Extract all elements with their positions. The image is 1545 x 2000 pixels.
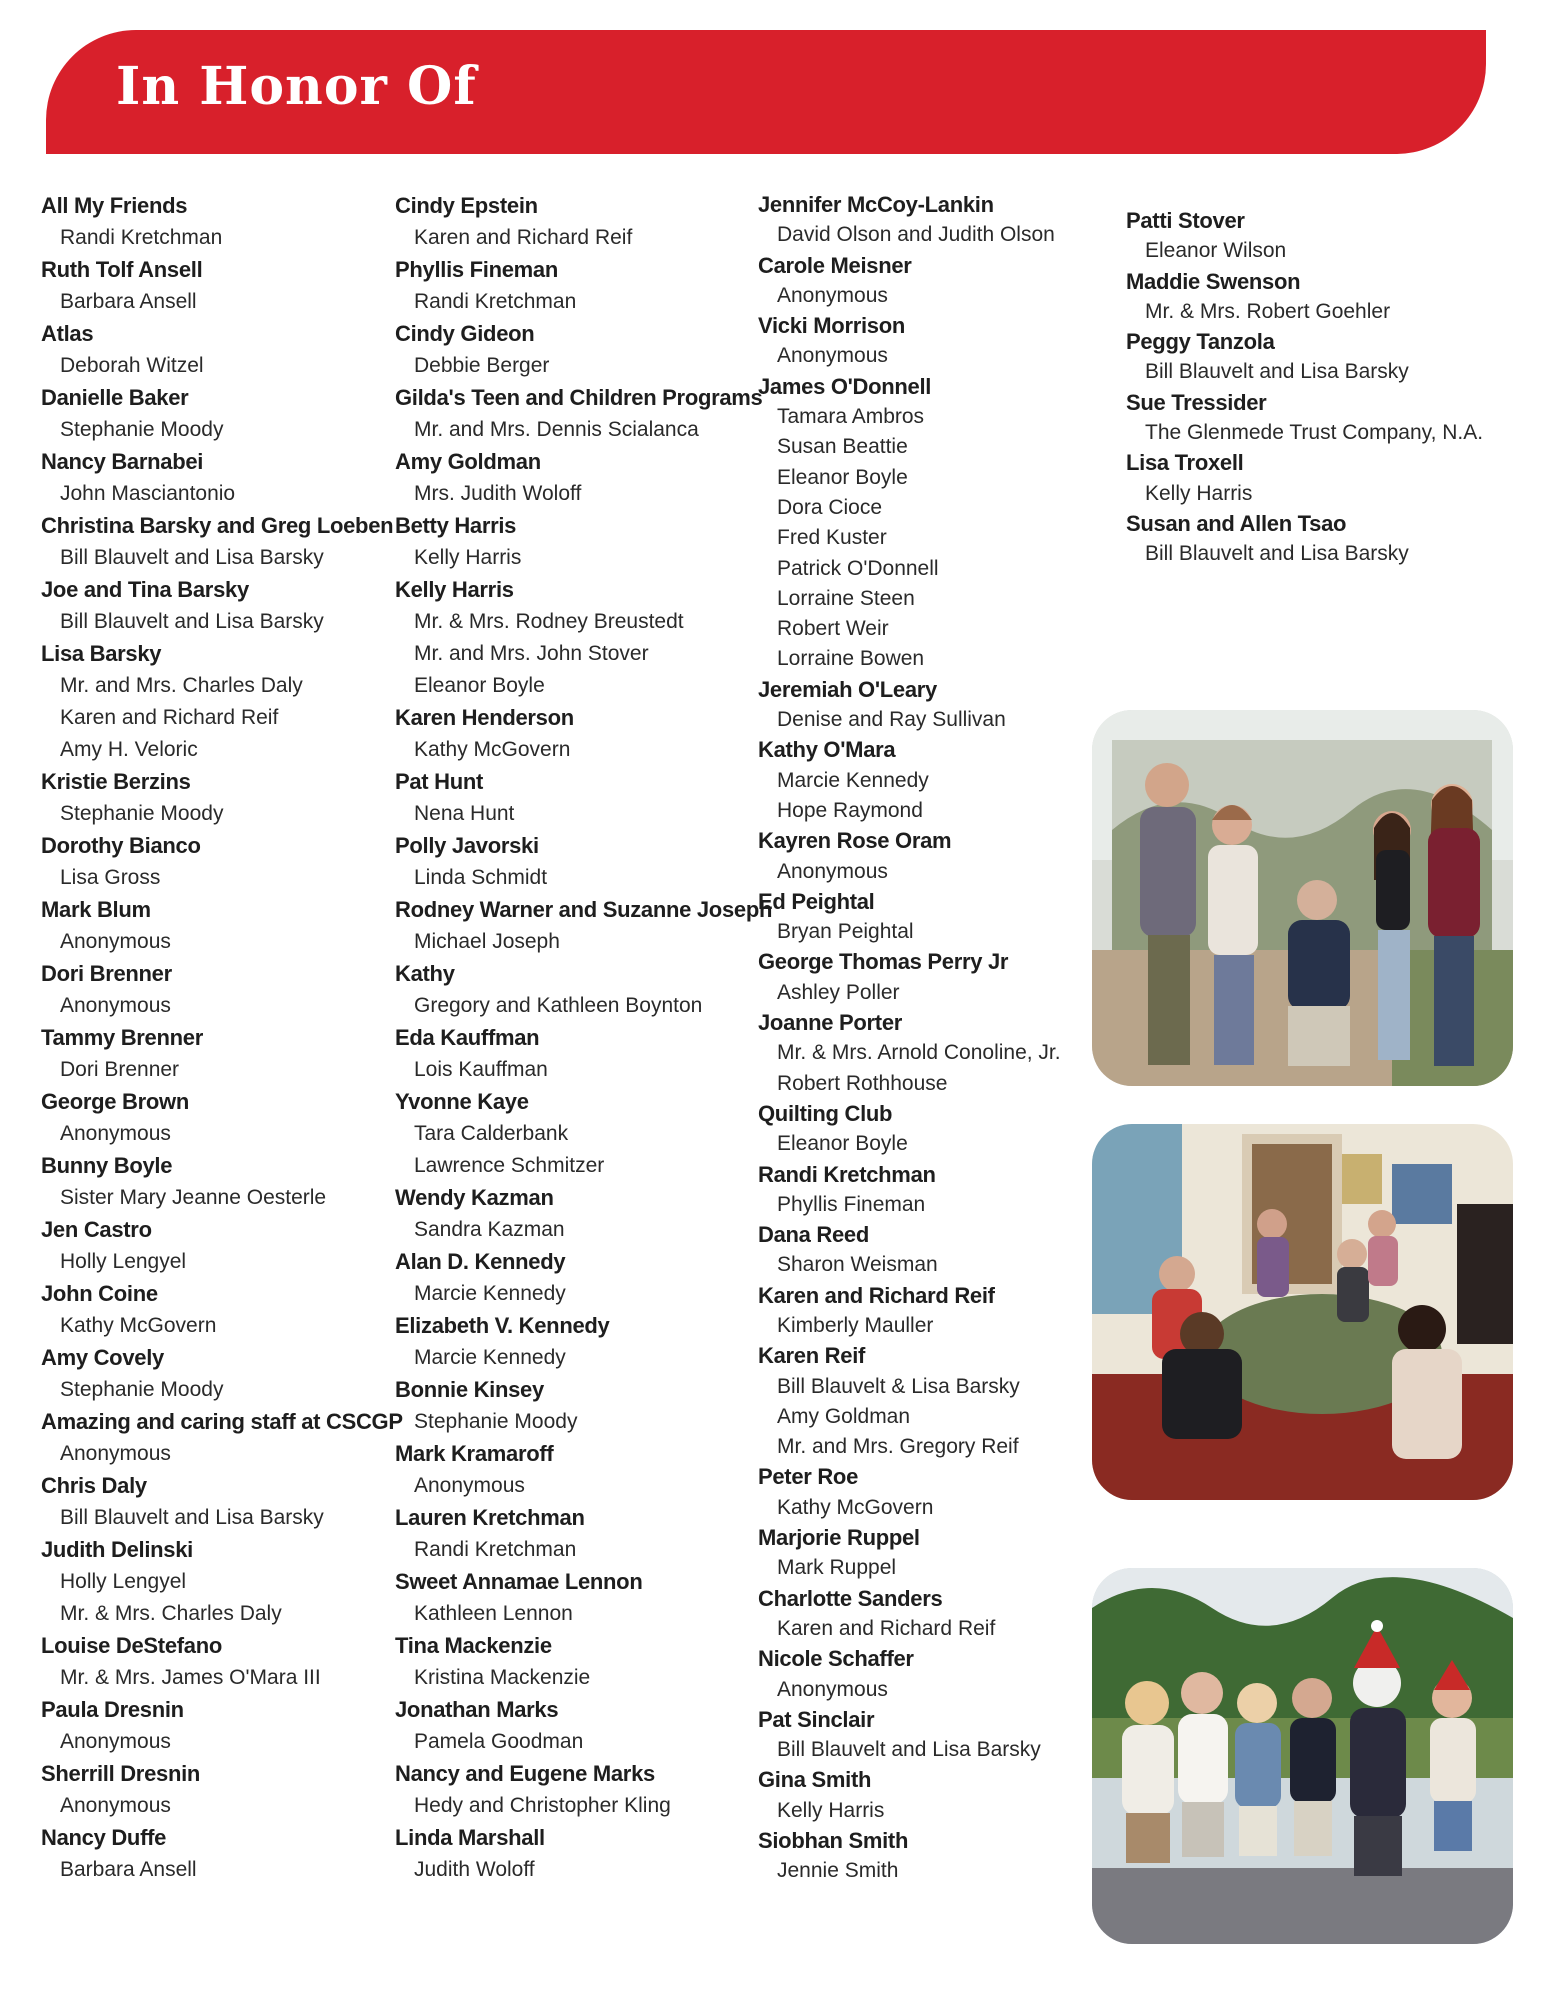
honoree-name: Lisa Barsky <box>41 641 162 666</box>
donor-name: Anonymous <box>777 283 888 307</box>
donor-name: Bill Blauvelt and Lisa Barsky <box>60 610 324 633</box>
honor-entry-christina-barsky-and-greg-loeben <box>41 510 394 574</box>
honor-entry-wendy-kazman <box>395 1182 740 1246</box>
honoree-name: Vicki Morrison <box>758 313 905 339</box>
honor-entry-elizabeth-v-kennedy <box>395 1310 740 1374</box>
honoree-name: Quilting Club <box>758 1100 893 1126</box>
donor-name: Bryan Peightal <box>777 920 914 944</box>
honoree-name: Maddie Swenson <box>1126 268 1301 294</box>
honoree-name: Joanne Porter <box>758 1010 903 1036</box>
honor-entry-polly-javorski <box>395 830 740 894</box>
honoree-name: Kristie Berzins <box>41 769 191 794</box>
donor-name: Amy H. Veloric <box>60 738 198 761</box>
honoree-name: Lisa Troxell <box>1126 450 1244 476</box>
honor-entry-mark-kramaroff <box>395 1438 740 1502</box>
honor-entry-tammy-brenner <box>41 1022 386 1086</box>
honor-entry-james-o-donnell <box>758 372 1098 675</box>
honoree-name: Jonathan Marks <box>395 1697 559 1722</box>
donor-name: Denise and Ray Sullivan <box>777 708 1006 732</box>
honoree-name: Nancy and Eugene Marks <box>395 1761 655 1786</box>
donor-name: Holly Lengyel <box>60 1250 187 1273</box>
honor-entry-john-coine <box>41 1278 386 1342</box>
honor-entry-sherrill-dresnin <box>41 1758 386 1822</box>
honoree-name: Louise DeStefano <box>41 1633 223 1658</box>
header-banner <box>46 30 1486 154</box>
donor-name: The Glenmede Trust Company, N.A. <box>1145 421 1484 445</box>
donor-name: Anonymous <box>414 1474 525 1497</box>
honoree-name: Kelly Harris <box>395 577 514 602</box>
donor-name: Bill Blauvelt & Lisa Barsky <box>777 1374 1020 1398</box>
donor-name: Anonymous <box>60 994 171 1017</box>
honoree-name: Nancy Duffe <box>41 1825 167 1850</box>
honor-entry-pat-sinclair <box>758 1705 1098 1766</box>
donor-name: David Olson and Judith Olson <box>777 223 1055 247</box>
honor-entry-paula-dresnin <box>41 1694 386 1758</box>
donor-name: Jennie Smith <box>777 1859 899 1883</box>
donor-name: Kathy McGovern <box>60 1314 217 1337</box>
honor-entry-joanne-porter <box>758 1008 1098 1099</box>
donor-name: Stephanie Moody <box>60 802 224 825</box>
honoree-name: Polly Javorski <box>395 833 539 858</box>
honor-entry-george-thomas-perry-jr <box>758 947 1098 1008</box>
donor-name: Hedy and Christopher Kling <box>414 1794 671 1817</box>
donor-name: Mr. and Mrs. John Stover <box>414 642 649 665</box>
donor-name: Lawrence Schmitzer <box>414 1154 605 1177</box>
honor-entry-ed-peightal <box>758 887 1098 948</box>
donor-name: Mr. & Mrs. Charles Daly <box>60 1602 282 1625</box>
honoree-name: Eda Kauffman <box>395 1025 540 1050</box>
honor-entry-rodney-warner-and-suzanne-joseph <box>395 894 773 958</box>
donor-name: Bill Blauvelt and Lisa Barsky <box>1145 542 1409 566</box>
donor-name: Patrick O'Donnell <box>777 556 939 580</box>
honor-entry-louise-destefano <box>41 1630 386 1694</box>
honoree-name: Betty Harris <box>395 513 517 538</box>
honoree-name: Sweet Annamae Lennon <box>395 1569 643 1594</box>
honoree-name: Phyllis Fineman <box>395 257 558 282</box>
honoree-name: Atlas <box>41 321 94 346</box>
donor-name: Linda Schmidt <box>414 866 548 889</box>
honor-entry-marjorie-ruppel <box>758 1523 1098 1584</box>
honor-entry-yvonne-kaye <box>395 1086 740 1182</box>
honor-entry-linda-marshall <box>395 1822 740 1886</box>
donor-name: Eleanor Wilson <box>1145 239 1287 263</box>
honor-entry-judith-delinski <box>41 1534 386 1630</box>
honoree-name: John Coine <box>41 1281 158 1306</box>
donor-name: Mr. and Mrs. Gregory Reif <box>777 1435 1019 1459</box>
honor-entry-all-my-friends <box>41 190 386 254</box>
honoree-name: Nancy Barnabei <box>41 449 204 474</box>
honor-entry-chris-daly <box>41 1470 386 1534</box>
honor-entry-atlas <box>41 318 386 382</box>
honor-entry-nicole-schaffer <box>758 1644 1098 1705</box>
honor-entry-peter-roe <box>758 1462 1098 1523</box>
honoree-name: Alan D. Kennedy <box>395 1249 566 1274</box>
honoree-name: Judith Delinski <box>41 1537 193 1562</box>
donor-name: Kelly Harris <box>1145 481 1253 505</box>
honoree-name: Tina Mackenzie <box>395 1633 552 1658</box>
donor-name: Stephanie Moody <box>414 1410 578 1433</box>
honoree-name: Ed Peightal <box>758 888 875 914</box>
honor-entry-susan-and-allen-tsao <box>1126 509 1506 570</box>
honor-entry-betty-harris <box>395 510 740 574</box>
honor-entry-peggy-tanzola <box>1126 327 1506 388</box>
donor-name: Eleanor Boyle <box>777 465 908 489</box>
outdoor-santa-photo <box>1092 1568 1513 1944</box>
honor-entry-dorothy-bianco <box>41 830 386 894</box>
honoree-name: Charlotte Sanders <box>758 1585 943 1611</box>
donor-name: Kathleen Lennon <box>414 1602 573 1625</box>
honoree-name: Jeremiah O'Leary <box>758 676 937 702</box>
donor-name: Lois Kauffman <box>414 1058 548 1081</box>
honor-entry-eda-kauffman <box>395 1022 740 1086</box>
donor-name: Eleanor Boyle <box>777 1132 908 1156</box>
donor-name: Kelly Harris <box>777 1798 885 1822</box>
honoree-name: Karen Henderson <box>395 705 574 730</box>
donor-name: Robert Rothhouse <box>777 1071 948 1095</box>
honor-entry-charlotte-sanders <box>758 1584 1098 1645</box>
donor-name: Deborah Witzel <box>60 354 204 377</box>
honoree-name: Mark Blum <box>41 897 151 922</box>
honoree-name: Peter Roe <box>758 1464 859 1490</box>
honor-entry-nancy-duffe <box>41 1822 386 1886</box>
donor-name: Dora Cioce <box>777 495 883 519</box>
donor-name: Bill Blauvelt and Lisa Barsky <box>60 1506 324 1529</box>
honor-entry-jonathan-marks <box>395 1694 740 1758</box>
donor-name: Mr. & Mrs. Robert Goehler <box>1145 299 1391 323</box>
donor-name: Anonymous <box>60 1122 171 1145</box>
donor-name: Marcie Kennedy <box>414 1346 566 1369</box>
donor-name: Anonymous <box>777 1677 888 1701</box>
donor-name: Gregory and Kathleen Boynton <box>414 994 703 1017</box>
donor-name: Mr. and Mrs. Charles Daly <box>60 674 303 697</box>
honoree-name: All My Friends <box>41 193 188 218</box>
honor-column-3 <box>758 190 1098 1887</box>
honor-entry-gina-smith <box>758 1765 1098 1826</box>
honoree-name: Gilda's Teen and Children Programs <box>395 385 763 410</box>
honor-entry-randi-kretchman <box>758 1160 1098 1221</box>
honor-entry-alan-d-kennedy <box>395 1246 740 1310</box>
donor-name: Anonymous <box>60 1442 171 1465</box>
honoree-name: Rodney Warner and Suzanne Joseph <box>395 897 773 922</box>
honor-entry-patti-stover <box>1126 206 1506 267</box>
honor-column-4 <box>1126 206 1506 570</box>
honoree-name: Pat Sinclair <box>758 1706 875 1732</box>
honor-entry-dori-brenner <box>41 958 386 1022</box>
donor-name: Anonymous <box>60 930 171 953</box>
honor-entry-kathy <box>395 958 740 1022</box>
honoree-name: Danielle Baker <box>41 385 189 410</box>
honor-entry-quilting-club <box>758 1099 1098 1160</box>
honoree-name: Christina Barsky and Greg Loeben <box>41 513 394 538</box>
donor-name: Lorraine Steen <box>777 586 915 610</box>
honoree-name: Ruth Tolf Ansell <box>41 257 203 282</box>
donor-name: Kristina Mackenzie <box>414 1666 591 1689</box>
honor-entry-karen-and-richard-reif <box>758 1281 1098 1342</box>
honoree-name: George Thomas Perry Jr <box>758 949 1009 975</box>
donor-name: Kimberly Mauller <box>777 1313 934 1337</box>
honoree-name: Kathy O'Mara <box>758 737 896 763</box>
honoree-name: Elizabeth V. Kennedy <box>395 1313 610 1338</box>
honoree-name: Yvonne Kaye <box>395 1089 529 1114</box>
donor-name: Anonymous <box>60 1794 171 1817</box>
honoree-name: Randi Kretchman <box>758 1161 936 1187</box>
honor-entry-lauren-kretchman <box>395 1502 740 1566</box>
donor-name: Tamara Ambros <box>777 405 925 429</box>
donor-name: Tara Calderbank <box>414 1122 569 1145</box>
honoree-name: Susan and Allen Tsao <box>1126 510 1347 536</box>
honor-entry-karen-reif <box>758 1341 1098 1462</box>
honor-entry-siobhan-smith <box>758 1826 1098 1887</box>
honor-entry-nancy-barnabei <box>41 446 386 510</box>
honoree-name: Cindy Epstein <box>395 193 538 218</box>
honoree-name: Kayren Rose Oram <box>758 828 952 854</box>
honor-entry-carole-meisner <box>758 251 1098 312</box>
honoree-name: Cindy Gideon <box>395 321 535 346</box>
honoree-name: Mark Kramaroff <box>395 1441 554 1466</box>
donor-name: Robert Weir <box>777 617 889 641</box>
donor-name: Mrs. Judith Woloff <box>414 482 582 505</box>
honor-entry-cindy-gideon <box>395 318 740 382</box>
honoree-name: Sherrill Dresnin <box>41 1761 201 1786</box>
honoree-name: Jennifer McCoy-Lankin <box>758 192 994 217</box>
donor-name: Anonymous <box>777 859 888 883</box>
honoree-name: Sue Tressider <box>1126 389 1267 415</box>
page-title: In Honor Of <box>116 56 477 117</box>
donor-name: Bill Blauvelt and Lisa Barsky <box>1145 360 1409 384</box>
donor-name: Sister Mary Jeanne Oesterle <box>60 1186 327 1209</box>
donor-name: Randi Kretchman <box>60 226 223 249</box>
honor-entry-amy-covely <box>41 1342 386 1406</box>
honoree-name: Gina Smith <box>758 1767 872 1793</box>
donor-name: Karen and Richard Reif <box>60 706 279 729</box>
honor-entry-ruth-tolf-ansell <box>41 254 386 318</box>
donor-name: Phyllis Fineman <box>777 1192 926 1216</box>
honor-entry-pat-hunt <box>395 766 740 830</box>
donor-name: Stephanie Moody <box>60 1378 224 1401</box>
honoree-name: Marjorie Ruppel <box>758 1525 920 1551</box>
honoree-name: Patti Stover <box>1126 208 1245 233</box>
honor-entry-amazing-and-caring-staff-at-cscgp <box>41 1406 403 1470</box>
donor-name: John Masciantonio <box>60 482 236 505</box>
honoree-name: Peggy Tanzola <box>1126 329 1275 355</box>
donor-name: Nena Hunt <box>414 802 515 825</box>
donor-name: Stephanie Moody <box>60 418 224 441</box>
donor-name: Karen and Richard Reif <box>777 1616 996 1640</box>
donor-name: Judith Woloff <box>414 1858 535 1881</box>
honor-entry-joe-and-tina-barsky <box>41 574 386 638</box>
donor-name: Mr. & Mrs. James O'Mara III <box>60 1666 321 1689</box>
donor-name: Randi Kretchman <box>414 290 577 313</box>
group-photo-indoor <box>1092 710 1513 1086</box>
honor-entry-george-brown <box>41 1086 386 1150</box>
honoree-name: Bonnie Kinsey <box>395 1377 544 1402</box>
honor-entry-nancy-and-eugene-marks <box>395 1758 740 1822</box>
honor-entry-vicki-morrison <box>758 311 1098 372</box>
donor-name: Amy Goldman <box>777 1404 911 1428</box>
donor-name: Bill Blauvelt and Lisa Barsky <box>777 1738 1041 1762</box>
donor-name: Mr. & Mrs. Arnold Conoline, Jr. <box>777 1041 1061 1065</box>
donor-name: Eleanor Boyle <box>414 674 545 697</box>
donor-name: Debbie Berger <box>414 354 550 377</box>
honor-column-1 <box>41 190 403 1886</box>
donor-name: Kelly Harris <box>414 546 522 569</box>
honor-entry-danielle-baker <box>41 382 386 446</box>
honor-entry-mark-blum <box>41 894 386 958</box>
donor-name: Dori Brenner <box>60 1058 180 1081</box>
honoree-name: Chris Daly <box>41 1473 147 1498</box>
donor-name: Randi Kretchman <box>414 1538 577 1561</box>
honor-entry-jen-castro <box>41 1214 386 1278</box>
donor-name: Susan Beattie <box>777 435 908 459</box>
honoree-name: Tammy Brenner <box>41 1025 203 1050</box>
donor-name: Kathy McGovern <box>777 1495 934 1519</box>
honoree-name: Amy Covely <box>41 1345 164 1370</box>
honoree-name: Jen Castro <box>41 1217 152 1242</box>
donor-name: Ashley Poller <box>777 980 900 1004</box>
honor-entry-cindy-epstein <box>395 190 740 254</box>
donor-name: Marcie Kennedy <box>414 1282 566 1305</box>
donor-name: Sandra Kazman <box>414 1218 565 1241</box>
honor-entry-bunny-boyle <box>41 1150 386 1214</box>
honor-entry-kathy-o-mara <box>758 735 1098 826</box>
honoree-name: Paula Dresnin <box>41 1697 184 1722</box>
donor-name: Bill Blauvelt and Lisa Barsky <box>60 546 324 569</box>
honoree-name: Karen Reif <box>758 1343 866 1369</box>
donor-name: Pamela Goodman <box>414 1730 584 1753</box>
honoree-name: Kathy <box>395 961 455 986</box>
honoree-name: George Brown <box>41 1089 189 1114</box>
honor-entry-lisa-barsky <box>41 638 386 766</box>
donor-name: Barbara Ansell <box>60 1858 197 1881</box>
donor-name: Fred Kuster <box>777 526 887 550</box>
honor-entry-phyllis-fineman <box>395 254 740 318</box>
honoree-name: James O'Donnell <box>758 373 932 399</box>
honoree-name: Dana Reed <box>758 1222 870 1248</box>
honor-column-2 <box>395 190 773 1886</box>
honor-entry-dana-reed <box>758 1220 1098 1281</box>
honoree-name: Lauren Kretchman <box>395 1505 585 1530</box>
honor-entry-amy-goldman <box>395 446 740 510</box>
honoree-name: Wendy Kazman <box>395 1185 554 1210</box>
honor-entry-jeremiah-o-leary <box>758 675 1098 736</box>
honoree-name: Siobhan Smith <box>758 1828 909 1854</box>
donor-name: Anonymous <box>60 1730 171 1753</box>
honoree-name: Dori Brenner <box>41 961 172 986</box>
donor-name: Sharon Weisman <box>777 1253 938 1277</box>
donor-name: Lorraine Bowen <box>777 647 925 671</box>
donor-name: Hope Raymond <box>777 798 923 822</box>
donor-name: Kathy McGovern <box>414 738 571 761</box>
honoree-name: Karen and Richard Reif <box>758 1282 995 1308</box>
honor-entry-bonnie-kinsey <box>395 1374 740 1438</box>
honoree-name: Nicole Schaffer <box>758 1646 914 1672</box>
donor-name: Barbara Ansell <box>60 290 197 313</box>
donor-name: Mr. and Mrs. Dennis Scialanca <box>414 418 699 441</box>
donor-name: Karen and Richard Reif <box>414 226 633 249</box>
honor-entry-kristie-berzins <box>41 766 386 830</box>
honor-entry-sue-tressider <box>1126 388 1506 449</box>
donor-name: Anonymous <box>777 344 888 368</box>
donor-name: Marcie Kennedy <box>777 768 929 792</box>
honoree-name: Linda Marshall <box>395 1825 545 1850</box>
donor-name: Lisa Gross <box>60 866 161 889</box>
honor-entry-gilda-s-teen-and-children-programs <box>395 382 763 446</box>
honoree-name: Amy Goldman <box>395 449 541 474</box>
donor-name: Mark Ruppel <box>777 1556 897 1580</box>
honoree-name: Amazing and caring staff at CSCGP <box>41 1409 403 1434</box>
honor-entry-jennifer-mccoy-lankin <box>758 190 1098 251</box>
honoree-name: Joe and Tina Barsky <box>41 577 249 602</box>
donor-name: Mr. & Mrs. Rodney Breustedt <box>414 610 684 633</box>
card-table-photo <box>1092 1124 1513 1500</box>
donor-name: Michael Joseph <box>414 930 560 953</box>
honoree-name: Bunny Boyle <box>41 1153 173 1178</box>
honor-entry-kayren-rose-oram <box>758 826 1098 887</box>
honoree-name: Dorothy Bianco <box>41 833 201 858</box>
honor-entry-tina-mackenzie <box>395 1630 740 1694</box>
honor-entry-sweet-annamae-lennon <box>395 1566 740 1630</box>
honor-entry-lisa-troxell <box>1126 448 1506 509</box>
honoree-name: Carole Meisner <box>758 252 912 278</box>
honor-entry-kelly-harris <box>395 574 740 702</box>
honor-entry-maddie-swenson <box>1126 267 1506 328</box>
honoree-name: Pat Hunt <box>395 769 484 794</box>
honor-entry-karen-henderson <box>395 702 740 766</box>
donor-name: Holly Lengyel <box>60 1570 187 1593</box>
